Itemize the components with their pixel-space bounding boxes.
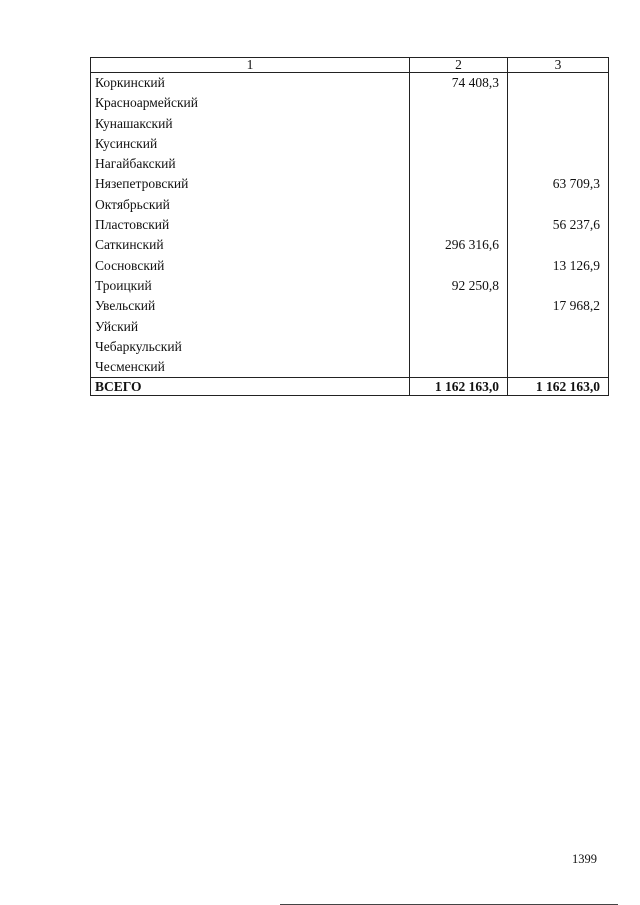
col3-value: 63 709,3 — [508, 174, 609, 194]
total-label: ВСЕГО — [91, 378, 410, 396]
district-name: Кунашакский — [91, 114, 410, 134]
budget-table-container — [90, 57, 608, 396]
table-row — [91, 134, 609, 154]
table-row — [91, 154, 609, 174]
col3-value — [508, 114, 609, 134]
total-row — [91, 378, 609, 396]
col2-value — [410, 296, 508, 316]
district-name: Кусинский — [91, 134, 410, 154]
page-number: 1399 — [572, 852, 597, 866]
district-name: Чесменский — [91, 357, 410, 378]
col2-value: 296 316,6 — [410, 235, 508, 255]
district-name: Уйский — [91, 317, 410, 337]
total-col2-value: 1 162 163,0 — [410, 378, 508, 396]
col2-value — [410, 195, 508, 215]
table-row — [91, 235, 609, 255]
table-row — [91, 174, 609, 194]
table-row — [91, 276, 609, 296]
district-name: Коркинский — [91, 73, 410, 94]
table-row — [91, 256, 609, 276]
col2-value — [410, 114, 508, 134]
col2-value — [410, 174, 508, 194]
col2-value: 74 408,3 — [410, 73, 508, 94]
col2-value — [410, 93, 508, 113]
col3-value — [508, 73, 609, 94]
table-header-row — [91, 58, 609, 73]
col3-value — [508, 235, 609, 255]
district-name: Увельский — [91, 296, 410, 316]
district-name: Троицкий — [91, 276, 410, 296]
table-row — [91, 317, 609, 337]
table-row — [91, 357, 609, 378]
col3-value — [508, 134, 609, 154]
col2-value — [410, 154, 508, 174]
table-body — [91, 73, 609, 378]
col3-value: 56 237,6 — [508, 215, 609, 235]
col2-value — [410, 134, 508, 154]
col3-value — [508, 337, 609, 357]
table-row — [91, 296, 609, 316]
col3-value — [508, 154, 609, 174]
col3-value — [508, 317, 609, 337]
district-name: Сосновский — [91, 256, 410, 276]
table-row — [91, 73, 609, 94]
col2-value — [410, 215, 508, 235]
column-header-2: 2 — [410, 58, 508, 73]
col3-value — [508, 357, 609, 378]
column-header-1: 1 — [91, 58, 410, 73]
district-name: Октябрьский — [91, 195, 410, 215]
budget-table — [90, 57, 609, 396]
col3-value — [508, 276, 609, 296]
col2-value — [410, 256, 508, 276]
district-name: Нагайбакский — [91, 154, 410, 174]
district-name: Нязепетровский — [91, 174, 410, 194]
total-col3-value: 1 162 163,0 — [508, 378, 609, 396]
col2-value — [410, 357, 508, 378]
col3-value — [508, 195, 609, 215]
district-name: Пластовский — [91, 215, 410, 235]
col2-value — [410, 317, 508, 337]
table-row — [91, 215, 609, 235]
col2-value: 92 250,8 — [410, 276, 508, 296]
table-row — [91, 114, 609, 134]
district-name: Саткинский — [91, 235, 410, 255]
col3-value: 17 968,2 — [508, 296, 609, 316]
column-header-3: 3 — [508, 58, 609, 73]
table-row — [91, 195, 609, 215]
col2-value — [410, 337, 508, 357]
col3-value — [508, 93, 609, 113]
district-name: Чебаркульский — [91, 337, 410, 357]
table-row — [91, 93, 609, 113]
col3-value: 13 126,9 — [508, 256, 609, 276]
table-row — [91, 337, 609, 357]
district-name: Красноармейский — [91, 93, 410, 113]
